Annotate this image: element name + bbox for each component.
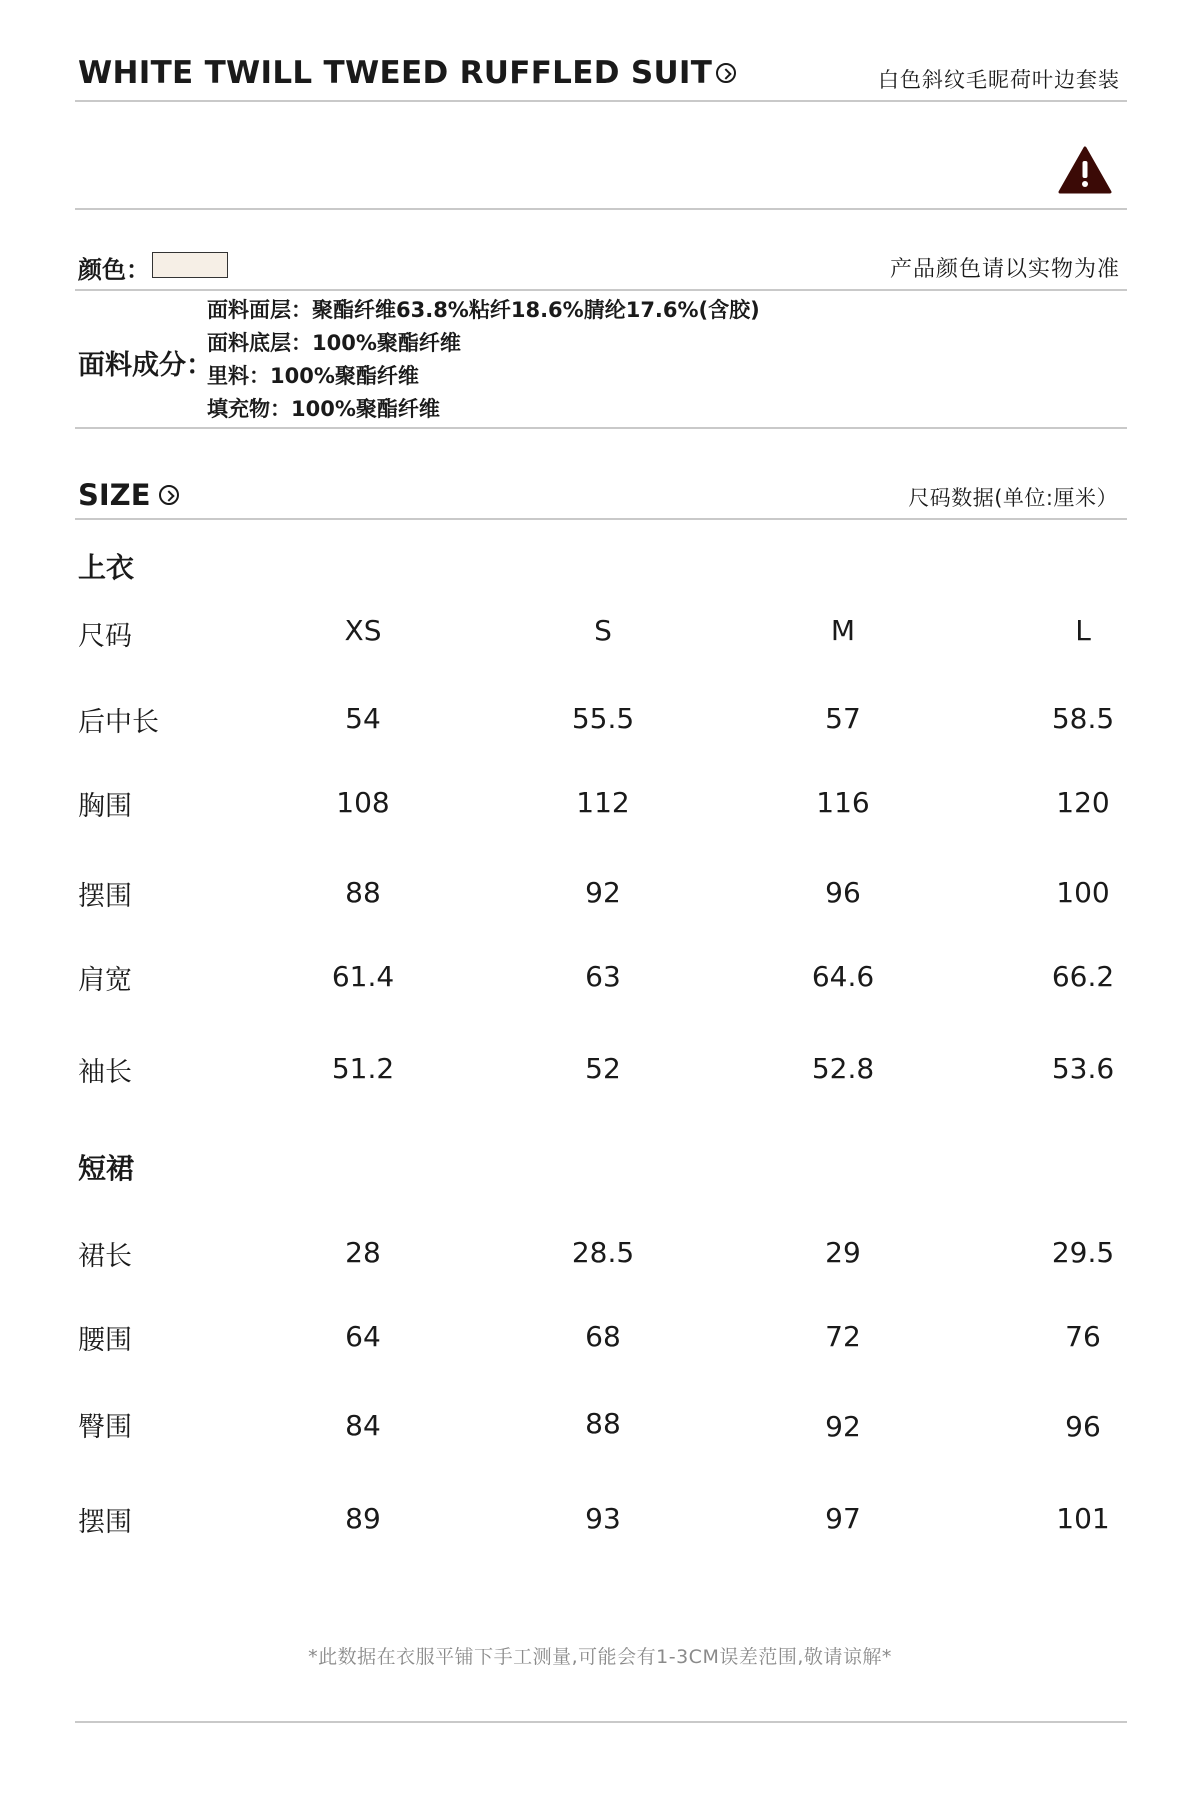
table-cell: 96 xyxy=(825,876,861,909)
size-header-m: M xyxy=(830,614,856,647)
row-label: 腰围 xyxy=(78,1325,132,1356)
table-cell: 63 xyxy=(585,960,621,993)
fabric-line: 面料底层：100%聚酯纤维 xyxy=(207,331,461,355)
table-cell: 51.2 xyxy=(331,1052,395,1085)
table-cell: 88 xyxy=(585,1407,621,1440)
table-cell: 120 xyxy=(1056,786,1110,819)
table-cell: 76 xyxy=(1065,1320,1101,1353)
table-cell: 64 xyxy=(345,1320,381,1353)
warning-triangle-icon xyxy=(1058,146,1112,194)
divider xyxy=(75,208,1127,210)
table-cell: 84 xyxy=(345,1409,381,1442)
product-title xyxy=(78,55,736,91)
size-title xyxy=(78,478,179,512)
table-cell: 68 xyxy=(585,1320,621,1353)
row-label: 裙长 xyxy=(78,1241,132,1272)
row-label: 臀围 xyxy=(78,1412,132,1443)
row-label: 摆围 xyxy=(78,1507,132,1538)
color-label: 颜色： xyxy=(78,256,150,284)
table-cell: 28 xyxy=(345,1236,381,1269)
table-cell: 72 xyxy=(825,1320,861,1353)
color-note: 产品颜色请以实物为准 xyxy=(889,257,1120,282)
table-cell: 66.2 xyxy=(1051,960,1115,993)
row-label: 摆围 xyxy=(78,881,132,912)
table-cell: 29 xyxy=(825,1236,861,1269)
table-cell: 100 xyxy=(1056,876,1110,909)
divider xyxy=(75,1721,1127,1723)
table-cell: 116 xyxy=(816,786,870,819)
table-cell: 96 xyxy=(1065,1410,1101,1443)
table-cell: 54 xyxy=(345,702,381,735)
fabric-line: 面料面层：聚酯纤维63.8%粘纤18.6%腈纶17.6%(含胶) xyxy=(207,298,760,322)
table-cell: 101 xyxy=(1056,1502,1110,1535)
table-cell: 58.5 xyxy=(1051,702,1115,735)
fabric-label: 面料成分： xyxy=(78,350,213,381)
table-cell: 92 xyxy=(585,876,621,909)
product-title-text: WHITE TWILL TWEED RUFFLED SUIT xyxy=(78,55,713,91)
table-cell: 29.5 xyxy=(1051,1236,1115,1269)
table-cell: 53.6 xyxy=(1051,1052,1115,1085)
color-swatch xyxy=(152,252,228,278)
chevron-circle-icon xyxy=(716,63,736,83)
divider xyxy=(75,100,1127,102)
divider xyxy=(75,427,1127,429)
table-cell: 61.4 xyxy=(331,960,395,993)
section-title-skirt: 短裙 xyxy=(78,1152,135,1185)
divider xyxy=(75,518,1127,520)
size-header-label: 尺码 xyxy=(78,621,132,652)
table-cell: 97 xyxy=(825,1502,861,1535)
product-title-cn: 白色斜纹毛昵荷叶边套装 xyxy=(878,68,1120,92)
row-label: 胸围 xyxy=(78,791,132,822)
table-cell: 92 xyxy=(825,1410,861,1443)
size-header-xs: XS xyxy=(344,614,382,647)
table-cell: 28.5 xyxy=(571,1236,635,1269)
row-label: 肩宽 xyxy=(78,965,132,996)
table-cell: 55.5 xyxy=(571,702,635,735)
table-cell: 52 xyxy=(585,1052,621,1085)
table-cell: 89 xyxy=(345,1502,381,1535)
table-cell: 88 xyxy=(345,876,381,909)
table-cell: 112 xyxy=(576,786,630,819)
table-cell: 57 xyxy=(825,702,861,735)
size-unit-note: 尺码数据(单位:厘米） xyxy=(908,486,1118,510)
fabric-line: 里料：100%聚酯纤维 xyxy=(207,364,419,388)
chevron-circle-icon xyxy=(159,485,179,505)
divider xyxy=(75,289,1127,291)
measurement-disclaimer: *此数据在衣服平铺下手工测量,可能会有1-3CM误差范围,敬请谅解* xyxy=(308,1646,892,1668)
table-cell: 108 xyxy=(336,786,390,819)
size-header-s: S xyxy=(594,614,612,647)
fabric-composition xyxy=(207,294,760,426)
table-cell: 93 xyxy=(585,1502,621,1535)
size-header-l: L xyxy=(1075,614,1091,647)
section-title-top: 上衣 xyxy=(78,551,135,584)
table-cell: 52.8 xyxy=(811,1052,875,1085)
row-label: 后中长 xyxy=(78,707,159,738)
fabric-line: 填充物：100%聚酯纤维 xyxy=(207,397,440,421)
table-cell: 64.6 xyxy=(811,960,875,993)
row-label: 袖长 xyxy=(78,1057,132,1088)
size-title-text: SIZE xyxy=(78,478,151,512)
